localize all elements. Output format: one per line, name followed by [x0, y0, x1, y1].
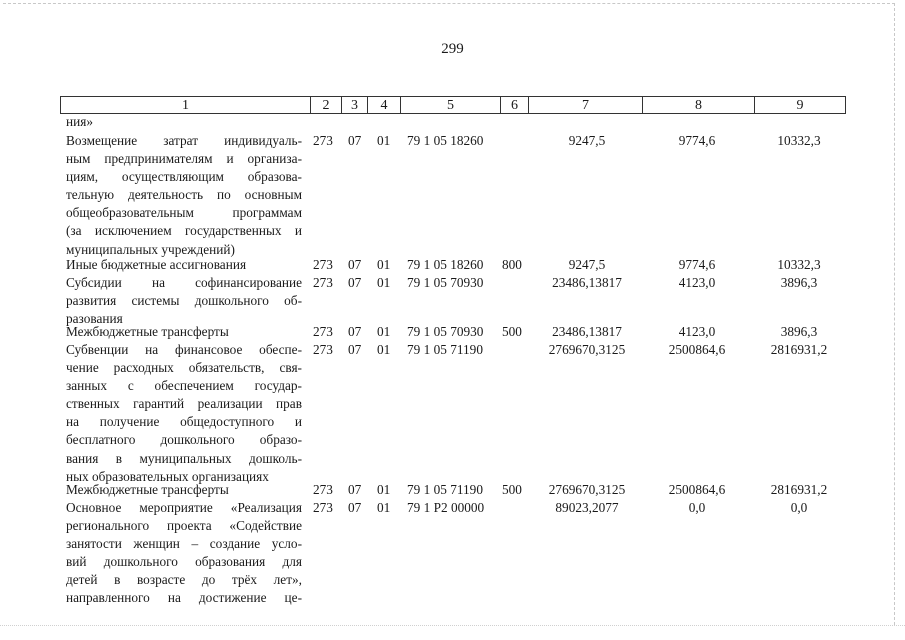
subsection-code: 01 — [377, 275, 391, 290]
subsection-code: 01 — [377, 342, 391, 357]
target-article-code: 79 1 P2 00000 — [407, 500, 485, 515]
row-name-line: на получение общедоступного и — [66, 414, 302, 430]
amount-col-7: 9247,5 — [568, 133, 606, 148]
expense-type-code: 500 — [502, 324, 522, 339]
row-name — [66, 132, 302, 259]
row-name — [66, 499, 302, 608]
amount-col-8: 2500864,6 — [668, 342, 726, 357]
ved-code: 273 — [313, 257, 333, 272]
section-code: 07 — [348, 482, 362, 497]
row-name-line: чение расходных обязательств, свя- — [66, 360, 302, 376]
section-code: 07 — [348, 275, 362, 290]
row-name-line: развития системы дошкольного об- — [66, 293, 302, 309]
row-name-line: занных с обеспечением государ- — [66, 378, 302, 394]
header-col-8: 8 — [642, 96, 754, 114]
amount-col-9: 3896,3 — [780, 275, 818, 290]
row-name-line: ных образовательных организациях — [66, 468, 269, 484]
row-name-line: общеобразовательным программам — [66, 205, 302, 221]
section-code: 07 — [348, 257, 362, 272]
amount-col-7: 9247,5 — [568, 257, 606, 272]
amount-col-8: 2500864,6 — [668, 482, 726, 497]
row-name-line: Иные бюджетные ассигнования — [66, 257, 247, 272]
amount-col-9: 0,0 — [790, 500, 808, 515]
section-code: 07 — [348, 324, 362, 339]
subsection-code: 01 — [377, 500, 391, 515]
amount-col-9: 2816931,2 — [770, 342, 828, 357]
row-name-line: Субсидии на софинансирование — [66, 275, 302, 290]
row-name-line: регионального проекта «Содействие — [66, 518, 302, 534]
row-name-line: Основное мероприятие «Реализация — [66, 500, 302, 515]
target-article-code: 79 1 05 71190 — [407, 482, 483, 497]
row-name-line: (за исключением государственных и — [66, 223, 302, 239]
expense-type-code: 800 — [502, 257, 522, 272]
header-col-5: 5 — [400, 96, 500, 114]
row-name-line: Межбюджетные трансферты — [66, 482, 229, 497]
row-name-line: ственных гарантий реализации прав — [66, 396, 302, 412]
section-code: 07 — [348, 342, 362, 357]
row-name-line: занятости женщин – создание усло- — [66, 536, 302, 552]
target-article-code: 79 1 05 70930 — [407, 275, 484, 290]
subsection-code: 01 — [377, 324, 391, 339]
target-article-code: 79 1 05 18260 — [407, 133, 484, 148]
row-name-line: Субвенции на финансовое обеспе- — [66, 342, 302, 357]
target-article-code: 79 1 05 70930 — [407, 324, 484, 339]
amount-col-8: 4123,0 — [678, 324, 716, 339]
header-col-3: 3 — [341, 96, 367, 114]
row-name-line: циям, осуществляющим образова- — [66, 169, 302, 185]
section-code: 07 — [348, 500, 362, 515]
header-col-9: 9 — [754, 96, 846, 114]
amount-col-8: 9774,6 — [678, 257, 716, 272]
ved-code: 273 — [313, 482, 333, 497]
row-name-line: муниципальных учреждений) — [66, 241, 235, 257]
header-col-2: 2 — [310, 96, 341, 114]
ved-code: 273 — [313, 133, 333, 148]
amount-col-8: 9774,6 — [678, 133, 716, 148]
row-name — [66, 113, 302, 131]
page-edge-top — [3, 3, 895, 4]
ved-code: 273 — [313, 324, 333, 339]
header-col-4: 4 — [367, 96, 400, 114]
row-name-line: ния» — [66, 114, 93, 129]
page-edge-right — [894, 3, 895, 625]
amount-col-7: 23486,13817 — [552, 324, 622, 339]
row-name-line: вания в муниципальных дошколь- — [66, 450, 302, 466]
page-edge-bottom — [0, 625, 905, 626]
row-name-line: бесплатного дошкольного образо- — [66, 432, 302, 448]
row-name-line: ным предпринимателям и организа- — [66, 151, 302, 167]
row-name — [66, 256, 302, 274]
row-name-line: Межбюджетные трансферты — [66, 324, 229, 339]
amount-col-8: 4123,0 — [678, 275, 716, 290]
row-name-line: направленного на достижение це- — [66, 590, 302, 606]
expense-type-code: 500 — [502, 482, 522, 497]
amount-col-7: 89023,2077 — [555, 500, 619, 515]
section-code: 07 — [348, 133, 362, 148]
amount-col-7: 23486,13817 — [552, 275, 622, 290]
row-name — [66, 274, 302, 328]
row-name — [66, 341, 302, 486]
amount-col-9: 3896,3 — [780, 324, 818, 339]
target-article-code: 79 1 05 18260 — [407, 257, 484, 272]
header-col-1: 1 — [60, 96, 310, 114]
amount-col-9: 2816931,2 — [770, 482, 828, 497]
row-name-line: детей в возрасте до трёх лет», — [66, 572, 302, 588]
page-number: 299 — [441, 41, 464, 57]
ved-code: 273 — [313, 342, 333, 357]
subsection-code: 01 — [377, 257, 391, 272]
amount-col-7: 2769670,3125 — [548, 342, 626, 357]
header-col-6: 6 — [500, 96, 528, 114]
amount-col-8: 0,0 — [688, 500, 706, 515]
amount-col-9: 10332,3 — [777, 257, 821, 272]
row-name-line: вий дошкольного образования для — [66, 554, 302, 570]
row-name-line: Возмещение затрат индивидуаль- — [66, 133, 302, 148]
subsection-code: 01 — [377, 482, 391, 497]
header-col-7: 7 — [528, 96, 642, 114]
amount-col-7: 2769670,3125 — [548, 482, 626, 497]
amount-col-9: 10332,3 — [777, 133, 821, 148]
subsection-code: 01 — [377, 133, 391, 148]
row-name — [66, 323, 302, 341]
row-name — [66, 481, 302, 499]
ved-code: 273 — [313, 275, 333, 290]
row-name-line: тельную деятельность по основным — [66, 187, 302, 203]
row-name-line: разования — [66, 311, 123, 327]
target-article-code: 79 1 05 71190 — [407, 342, 483, 357]
ved-code: 273 — [313, 500, 333, 515]
